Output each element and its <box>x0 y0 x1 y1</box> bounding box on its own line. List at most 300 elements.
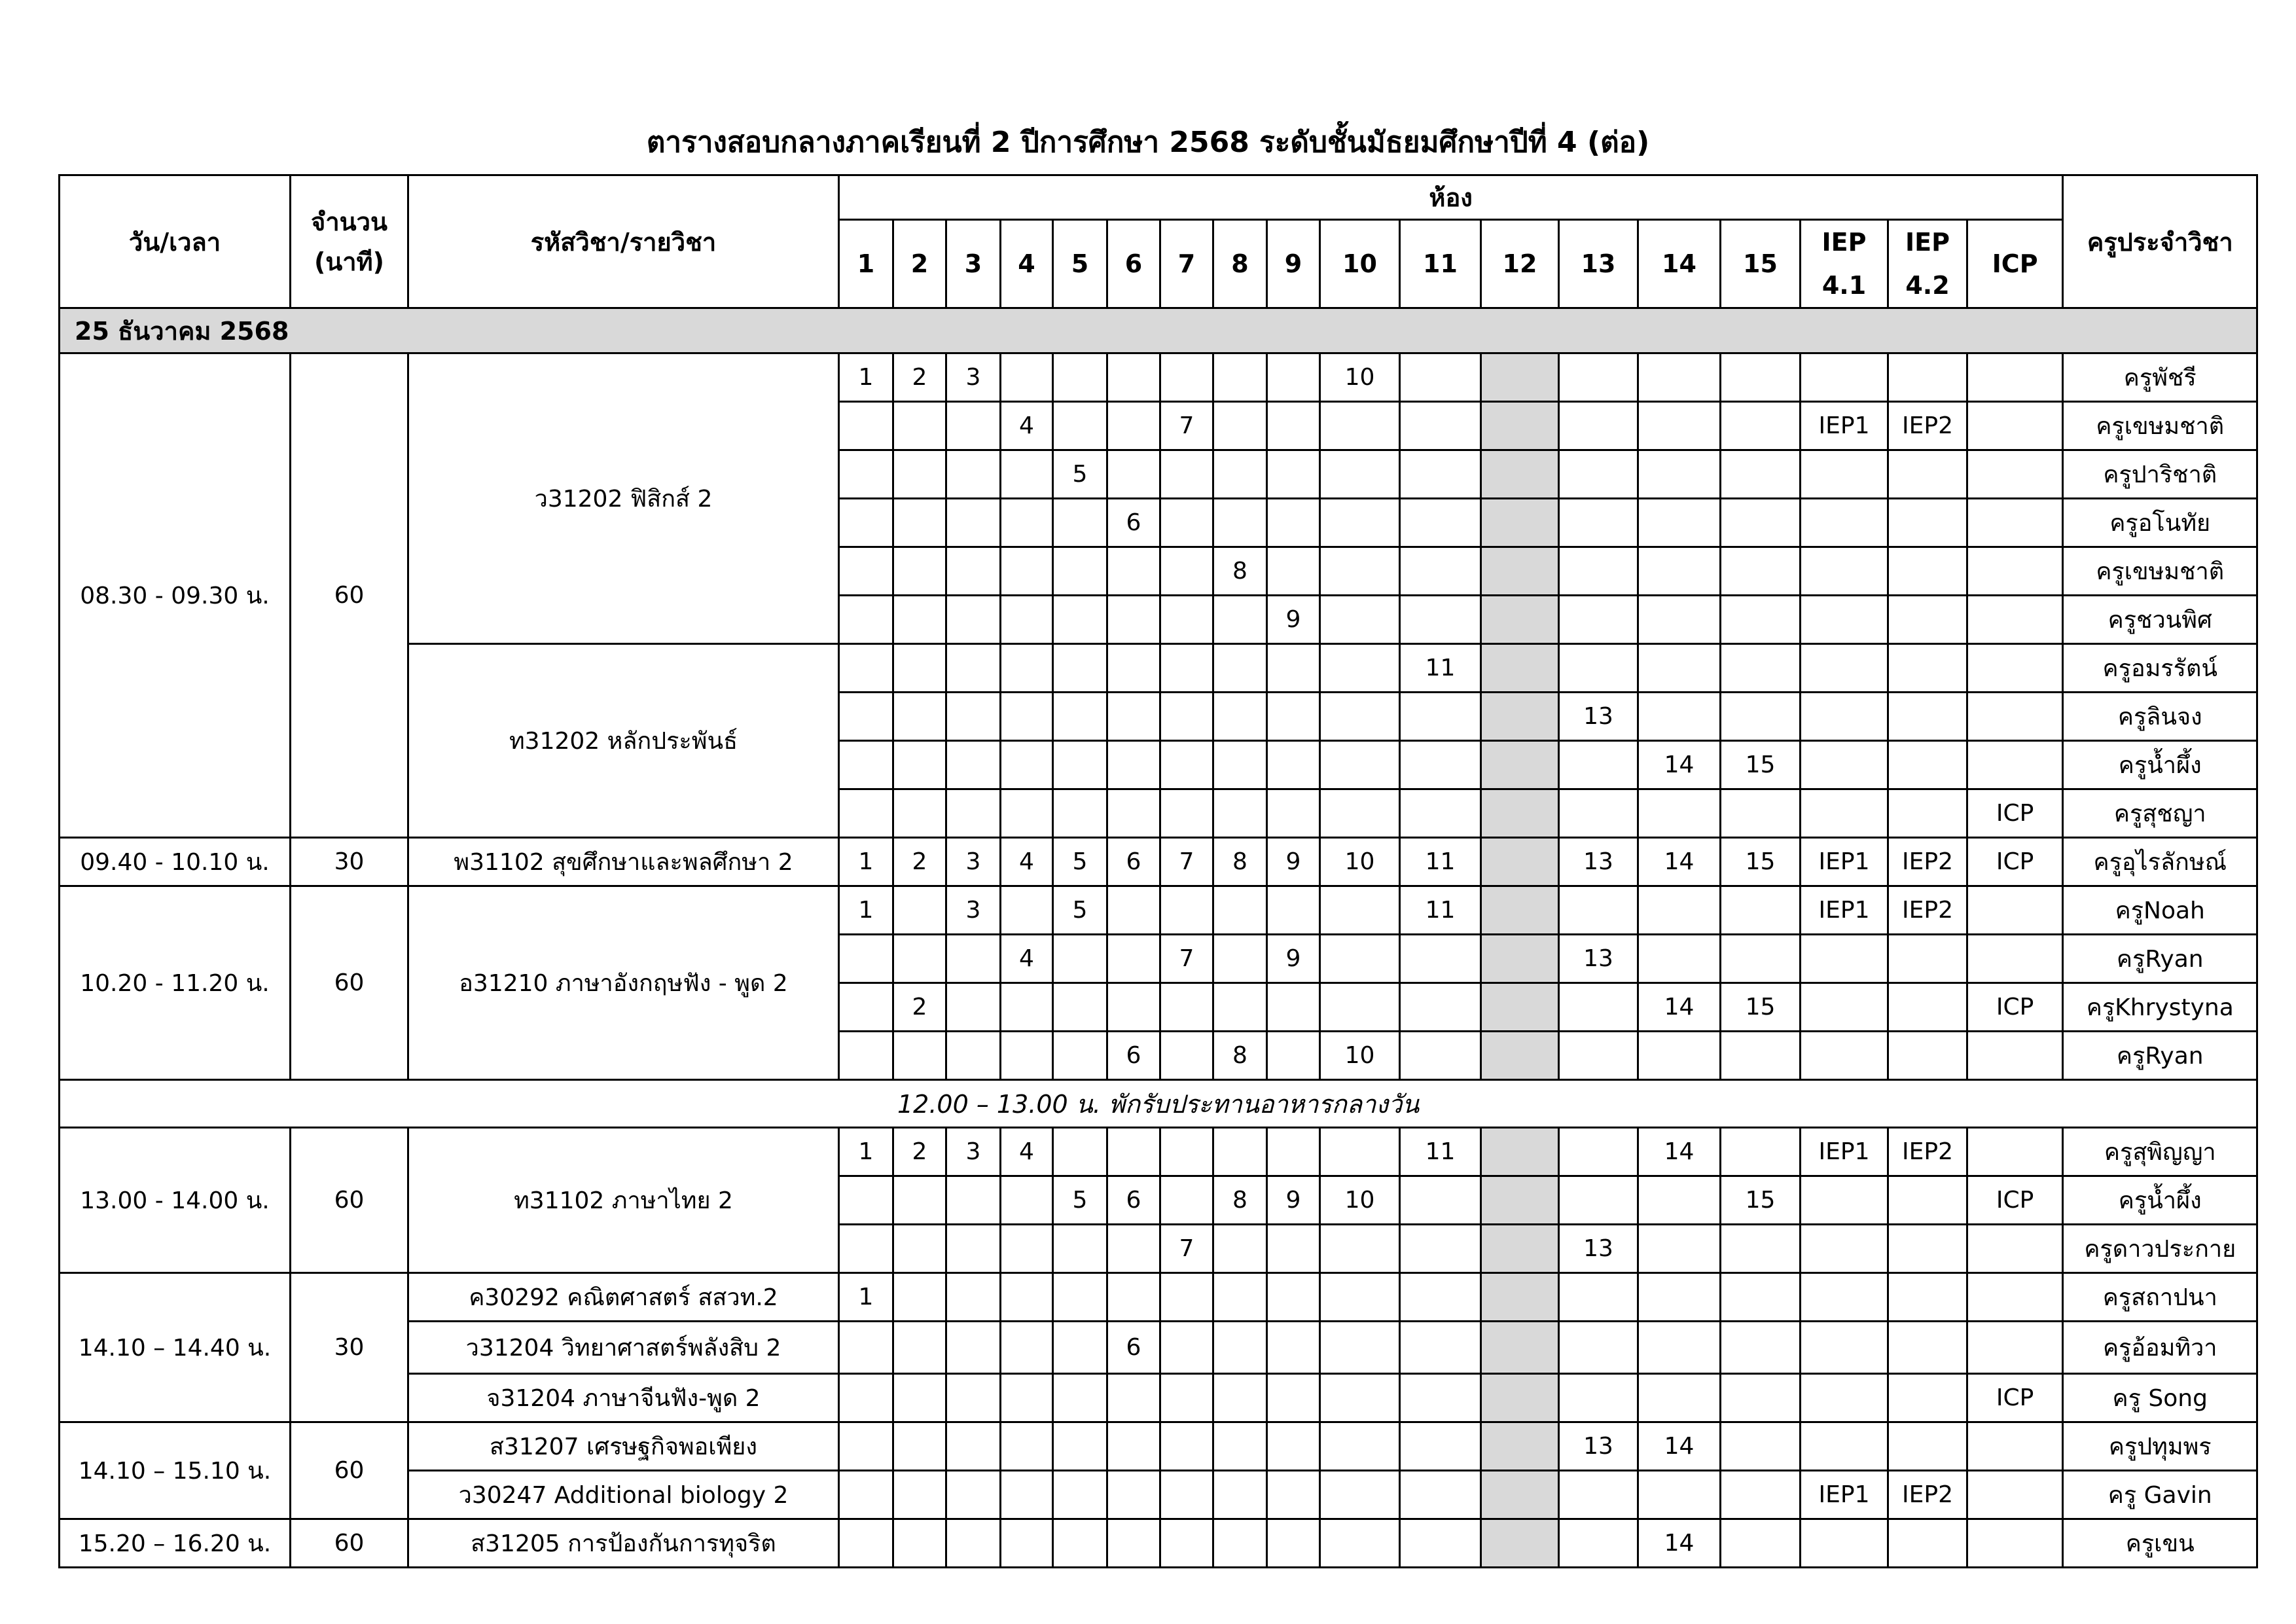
subject-name: ท31202 หลักประพันธ์ <box>408 644 839 838</box>
room-cell <box>1267 644 1320 693</box>
room-cell <box>1400 983 1481 1032</box>
room-cell <box>839 1519 893 1568</box>
room-cell <box>893 1322 946 1374</box>
room-cell <box>1001 693 1053 741</box>
header-room: 7 <box>1160 220 1213 308</box>
room-cell <box>1267 1322 1320 1374</box>
room-cell: ICP <box>1967 1374 2063 1422</box>
room-cell <box>1888 1225 1967 1273</box>
room-cell <box>1721 1322 1801 1374</box>
room-cell-closed <box>1481 935 1559 983</box>
room-cell <box>1721 693 1801 741</box>
room-cell <box>1107 547 1160 596</box>
room-cell <box>1001 1273 1053 1322</box>
header-duration-line1: จำนวน <box>311 208 387 236</box>
header-room: 6 <box>1107 220 1160 308</box>
header-room: 2 <box>893 220 946 308</box>
room-cell <box>1107 644 1160 693</box>
room-cell <box>1400 547 1481 596</box>
header-room: 1 <box>839 220 893 308</box>
room-cell <box>1559 789 1638 838</box>
header-duration-line2: (นาที) <box>314 247 385 276</box>
header-room: 4 <box>1001 220 1053 308</box>
room-cell-closed <box>1481 644 1559 693</box>
teacher-name: ครูปทุมพร <box>2063 1422 2257 1471</box>
room-cell <box>1213 886 1267 935</box>
room-cell <box>1559 499 1638 547</box>
room-cell <box>1721 499 1801 547</box>
room-cell <box>1888 1374 1967 1422</box>
room-cell <box>1160 547 1213 596</box>
header-datetime: วัน/เวลา <box>60 175 291 308</box>
room-cell <box>1160 1176 1213 1225</box>
room-cell <box>1160 1422 1213 1471</box>
room-cell <box>1320 789 1400 838</box>
room-cell <box>1967 1032 2063 1080</box>
room-cell <box>1801 789 1888 838</box>
slot-duration: 60 <box>291 353 408 838</box>
slot-duration: 60 <box>291 1422 408 1519</box>
slot-time: 15.20 – 16.20 น. <box>60 1519 291 1568</box>
date-label: 25 ธันวาคม 2568 <box>60 308 2257 353</box>
room-cell <box>1801 450 1888 499</box>
room-cell <box>1801 547 1888 596</box>
room-cell <box>1559 886 1638 935</box>
room-cell <box>839 547 893 596</box>
room-cell <box>1160 644 1213 693</box>
room-cell <box>1267 1273 1320 1322</box>
room-cell <box>1801 499 1888 547</box>
room-cell <box>1053 1128 1107 1176</box>
room-cell <box>1638 353 1721 402</box>
header-room: 12 <box>1481 220 1559 308</box>
room-cell <box>1053 983 1107 1032</box>
room-cell <box>1559 1032 1638 1080</box>
header-room: 9 <box>1267 220 1320 308</box>
room-cell: IEP2 <box>1888 1471 1967 1519</box>
room-cell: 10 <box>1320 1176 1400 1225</box>
room-cell <box>1320 644 1400 693</box>
room-cell <box>839 450 893 499</box>
room-cell <box>1160 353 1213 402</box>
room-cell <box>1559 1471 1638 1519</box>
room-cell-closed <box>1481 789 1559 838</box>
room-cell <box>1320 935 1400 983</box>
room-cell <box>1107 1374 1160 1422</box>
room-cell <box>1721 1471 1801 1519</box>
room-cell-closed <box>1481 596 1559 644</box>
room-cell <box>1213 1471 1267 1519</box>
lunch-break-label: 12.00 – 13.00 น. พักรับประทานอาหารกลางวัน <box>60 1080 2257 1128</box>
room-cell: 6 <box>1107 1176 1160 1225</box>
room-cell <box>1721 935 1801 983</box>
room-cell <box>1107 1128 1160 1176</box>
room-cell <box>1107 693 1160 741</box>
room-cell <box>1213 983 1267 1032</box>
room-cell <box>1001 353 1053 402</box>
header-row <box>60 175 2257 220</box>
header-room: 15 <box>1721 220 1801 308</box>
room-cell <box>1213 741 1267 789</box>
room-cell: 14 <box>1638 741 1721 789</box>
room-cell <box>893 886 946 935</box>
room-cell: 7 <box>1160 838 1213 886</box>
room-cell <box>1559 983 1638 1032</box>
room-cell <box>1107 1519 1160 1568</box>
table-row <box>60 1128 2257 1176</box>
room-cell: IEP2 <box>1888 402 1967 450</box>
room-cell: 6 <box>1107 1032 1160 1080</box>
room-cell <box>1001 1225 1053 1273</box>
room-cell <box>1320 450 1400 499</box>
room-cell <box>1160 741 1213 789</box>
room-cell <box>839 1176 893 1225</box>
teacher-name: ครูสุพิญญา <box>2063 1128 2257 1176</box>
header-room: ICP <box>1967 220 2063 308</box>
room-cell <box>946 1422 1001 1471</box>
room-cell <box>1320 1322 1400 1374</box>
lunch-break-row <box>60 1080 2257 1128</box>
room-cell-closed <box>1481 547 1559 596</box>
room-cell-closed <box>1481 1374 1559 1422</box>
subject-name: ส31207 เศรษฐกิจพอเพียง <box>408 1422 839 1471</box>
room-cell: 2 <box>893 353 946 402</box>
room-cell <box>893 1471 946 1519</box>
room-cell <box>1320 1422 1400 1471</box>
subject-name: จ31204 ภาษาจีนฟัง-พูด 2 <box>408 1374 839 1422</box>
room-cell: 14 <box>1638 983 1721 1032</box>
room-cell <box>1888 1322 1967 1374</box>
room-cell <box>1801 983 1888 1032</box>
room-cell <box>1160 1471 1213 1519</box>
room-cell: 9 <box>1267 1176 1320 1225</box>
room-cell <box>1801 935 1888 983</box>
room-cell <box>839 499 893 547</box>
room-cell: 15 <box>1721 741 1801 789</box>
room-cell <box>1888 741 1967 789</box>
header-room <box>1801 220 1888 308</box>
room-cell <box>1721 1422 1801 1471</box>
room-cell <box>1160 983 1213 1032</box>
room-cell <box>1400 450 1481 499</box>
room-cell <box>1721 402 1801 450</box>
room-cell <box>1888 1273 1967 1322</box>
room-cell <box>1213 693 1267 741</box>
room-cell <box>1638 789 1721 838</box>
room-cell <box>1001 1032 1053 1080</box>
room-cell <box>839 741 893 789</box>
room-cell <box>1801 1374 1888 1422</box>
header-room-line2: 4.2 <box>1905 271 1950 300</box>
teacher-name: ครูสุชญา <box>2063 789 2257 838</box>
room-cell <box>1267 1519 1320 1568</box>
room-cell <box>1160 1322 1213 1374</box>
room-cell <box>1053 1374 1107 1422</box>
date-row <box>60 308 2257 353</box>
room-cell <box>1721 789 1801 838</box>
room-cell <box>1107 789 1160 838</box>
room-cell <box>1107 353 1160 402</box>
room-cell <box>893 1225 946 1273</box>
slot-duration: 60 <box>291 1519 408 1568</box>
room-cell <box>1721 886 1801 935</box>
room-cell-closed <box>1481 1128 1559 1176</box>
room-cell <box>839 402 893 450</box>
room-cell <box>1888 935 1967 983</box>
room-cell <box>1888 1032 1967 1080</box>
room-cell: IEP1 <box>1801 1471 1888 1519</box>
room-cell: 11 <box>1400 1128 1481 1176</box>
room-cell <box>1001 741 1053 789</box>
room-cell <box>1559 741 1638 789</box>
header-room: 10 <box>1320 220 1400 308</box>
room-cell <box>1053 402 1107 450</box>
room-cell <box>946 499 1001 547</box>
room-cell <box>839 1032 893 1080</box>
room-cell <box>1053 353 1107 402</box>
room-cell <box>1559 644 1638 693</box>
teacher-name: ครูลินจง <box>2063 693 2257 741</box>
room-cell: 3 <box>946 886 1001 935</box>
room-cell <box>1559 1176 1638 1225</box>
room-cell <box>1267 499 1320 547</box>
room-cell: 14 <box>1638 1519 1721 1568</box>
room-cell: 13 <box>1559 1422 1638 1471</box>
room-cell <box>1053 1225 1107 1273</box>
room-cell <box>1213 1225 1267 1273</box>
room-cell <box>1107 741 1160 789</box>
room-cell <box>1400 935 1481 983</box>
room-cell <box>1888 1176 1967 1225</box>
room-cell <box>1053 741 1107 789</box>
room-cell <box>1320 1273 1400 1322</box>
room-cell <box>1001 1176 1053 1225</box>
teacher-name: ครูสถาปนา <box>2063 1273 2257 1322</box>
room-cell <box>893 741 946 789</box>
room-cell <box>1001 596 1053 644</box>
room-cell <box>1801 1422 1888 1471</box>
room-cell <box>1721 644 1801 693</box>
room-cell <box>1213 499 1267 547</box>
slot-duration: 60 <box>291 1128 408 1273</box>
room-cell <box>1967 1422 2063 1471</box>
room-cell <box>1320 1519 1400 1568</box>
room-cell: 8 <box>1213 547 1267 596</box>
room-cell: 5 <box>1053 886 1107 935</box>
teacher-name: ครูเขน <box>2063 1519 2257 1568</box>
room-cell <box>1053 1519 1107 1568</box>
room-cell <box>1638 1225 1721 1273</box>
room-cell: 6 <box>1107 1322 1160 1374</box>
room-cell <box>1400 596 1481 644</box>
room-cell <box>1638 693 1721 741</box>
table-row <box>60 886 2257 935</box>
room-cell <box>1801 353 1888 402</box>
room-cell <box>1967 1225 2063 1273</box>
room-cell <box>1001 983 1053 1032</box>
room-cell <box>946 1273 1001 1322</box>
room-cell <box>1267 1471 1320 1519</box>
room-cell <box>893 596 946 644</box>
room-cell <box>1053 1273 1107 1322</box>
room-cell: ICP <box>1967 983 2063 1032</box>
room-cell <box>1559 596 1638 644</box>
room-cell <box>1107 983 1160 1032</box>
room-cell <box>1721 1225 1801 1273</box>
room-cell <box>1213 1322 1267 1374</box>
room-cell <box>1053 1422 1107 1471</box>
room-cell <box>1559 1374 1638 1422</box>
room-cell <box>1721 1519 1801 1568</box>
room-cell <box>1213 1374 1267 1422</box>
teacher-name: ครูอ้อมทิวา <box>2063 1322 2257 1374</box>
header-room: 5 <box>1053 220 1107 308</box>
room-cell: 5 <box>1053 450 1107 499</box>
room-cell <box>1053 789 1107 838</box>
room-cell <box>1160 1032 1213 1080</box>
room-cell <box>1160 596 1213 644</box>
subject-name: ว30247 Additional biology 2 <box>408 1471 839 1519</box>
header-room-line2: 4.1 <box>1821 271 1867 300</box>
room-cell <box>1559 450 1638 499</box>
room-cell <box>1888 1422 1967 1471</box>
room-cell-closed <box>1481 1519 1559 1568</box>
room-cell <box>893 499 946 547</box>
room-cell <box>1001 450 1053 499</box>
room-cell <box>1001 886 1053 935</box>
room-cell: 13 <box>1559 935 1638 983</box>
room-cell-closed <box>1481 450 1559 499</box>
room-cell: 13 <box>1559 1225 1638 1273</box>
room-cell-closed <box>1481 1032 1559 1080</box>
room-cell <box>1888 983 1967 1032</box>
room-cell: 14 <box>1638 1128 1721 1176</box>
slot-duration: 30 <box>291 1273 408 1422</box>
room-cell: 1 <box>839 838 893 886</box>
room-cell-closed <box>1481 499 1559 547</box>
slot-time: 14.10 – 15.10 น. <box>60 1422 291 1519</box>
room-cell <box>1213 596 1267 644</box>
room-cell <box>1801 1176 1888 1225</box>
room-cell <box>946 547 1001 596</box>
header-rooms-group: ห้อง <box>839 175 2063 220</box>
room-cell: 6 <box>1107 838 1160 886</box>
room-cell <box>946 1225 1001 1273</box>
subject-name: ค30292 คณิตศาสตร์ สสวท.2 <box>408 1273 839 1322</box>
header-subject: รหัสวิชา/รายวิชา <box>408 175 839 308</box>
room-cell <box>1638 1374 1721 1422</box>
room-cell-closed <box>1481 838 1559 886</box>
room-cell <box>1320 596 1400 644</box>
room-cell <box>1559 1519 1638 1568</box>
room-cell <box>1320 402 1400 450</box>
room-cell: 8 <box>1213 838 1267 886</box>
room-cell <box>1400 1225 1481 1273</box>
room-cell: 10 <box>1320 838 1400 886</box>
room-cell <box>1107 1273 1160 1322</box>
room-cell: 1 <box>839 1128 893 1176</box>
room-cell <box>1888 789 1967 838</box>
room-cell <box>1967 741 2063 789</box>
room-cell <box>1801 1273 1888 1322</box>
room-cell <box>1721 1128 1801 1176</box>
room-cell: 4 <box>1001 935 1053 983</box>
room-cell-closed <box>1481 886 1559 935</box>
room-cell <box>1213 644 1267 693</box>
room-cell: 9 <box>1267 838 1320 886</box>
room-cell <box>1400 1374 1481 1422</box>
room-cell <box>893 935 946 983</box>
room-cell-closed <box>1481 1322 1559 1374</box>
room-cell <box>1320 886 1400 935</box>
header-room-line1: IEP <box>1821 228 1867 257</box>
room-cell <box>1888 644 1967 693</box>
room-cell <box>839 1374 893 1422</box>
room-cell-closed <box>1481 1225 1559 1273</box>
room-cell <box>1967 693 2063 741</box>
room-cell <box>1559 1273 1638 1322</box>
room-cell <box>1967 596 2063 644</box>
room-cell <box>1967 644 2063 693</box>
room-cell: 4 <box>1001 838 1053 886</box>
room-cell <box>1320 693 1400 741</box>
exam-schedule-table <box>58 174 2258 1568</box>
room-cell <box>1053 499 1107 547</box>
room-cell <box>1267 886 1320 935</box>
room-cell <box>1967 886 2063 935</box>
room-cell <box>1320 983 1400 1032</box>
room-cell-closed <box>1481 693 1559 741</box>
room-cell-closed <box>1481 1422 1559 1471</box>
room-cell <box>1967 402 2063 450</box>
room-cell <box>1213 353 1267 402</box>
room-cell <box>1267 1374 1320 1422</box>
table-row <box>60 353 2257 402</box>
room-cell <box>1001 1471 1053 1519</box>
room-cell <box>1320 499 1400 547</box>
room-cell <box>946 789 1001 838</box>
room-cell <box>1559 353 1638 402</box>
room-cell <box>893 450 946 499</box>
room-cell <box>1888 1519 1967 1568</box>
slot-time: 14.10 – 14.40 น. <box>60 1273 291 1422</box>
room-cell <box>1107 886 1160 935</box>
room-cell <box>1801 693 1888 741</box>
slot-time: 09.40 - 10.10 น. <box>60 838 291 886</box>
teacher-name: ครูอโนทัย <box>2063 499 2257 547</box>
room-cell: IEP1 <box>1801 1128 1888 1176</box>
room-cell: 11 <box>1400 838 1481 886</box>
room-cell: IEP1 <box>1801 402 1888 450</box>
room-cell <box>946 402 1001 450</box>
room-cell <box>1267 450 1320 499</box>
room-cell <box>1213 402 1267 450</box>
room-cell <box>1160 1273 1213 1322</box>
room-cell <box>1721 596 1801 644</box>
room-cell-closed <box>1481 1176 1559 1225</box>
room-cell <box>1160 1374 1213 1422</box>
teacher-name: ครูน้ำผึ้ง <box>2063 741 2257 789</box>
room-cell: 4 <box>1001 402 1053 450</box>
room-cell <box>1801 596 1888 644</box>
room-cell: 2 <box>893 1128 946 1176</box>
room-cell <box>1888 450 1967 499</box>
room-cell <box>1107 1422 1160 1471</box>
room-cell: IEP2 <box>1888 838 1967 886</box>
room-cell <box>1638 596 1721 644</box>
room-cell <box>839 935 893 983</box>
teacher-name: ครูอมรรัตน์ <box>2063 644 2257 693</box>
